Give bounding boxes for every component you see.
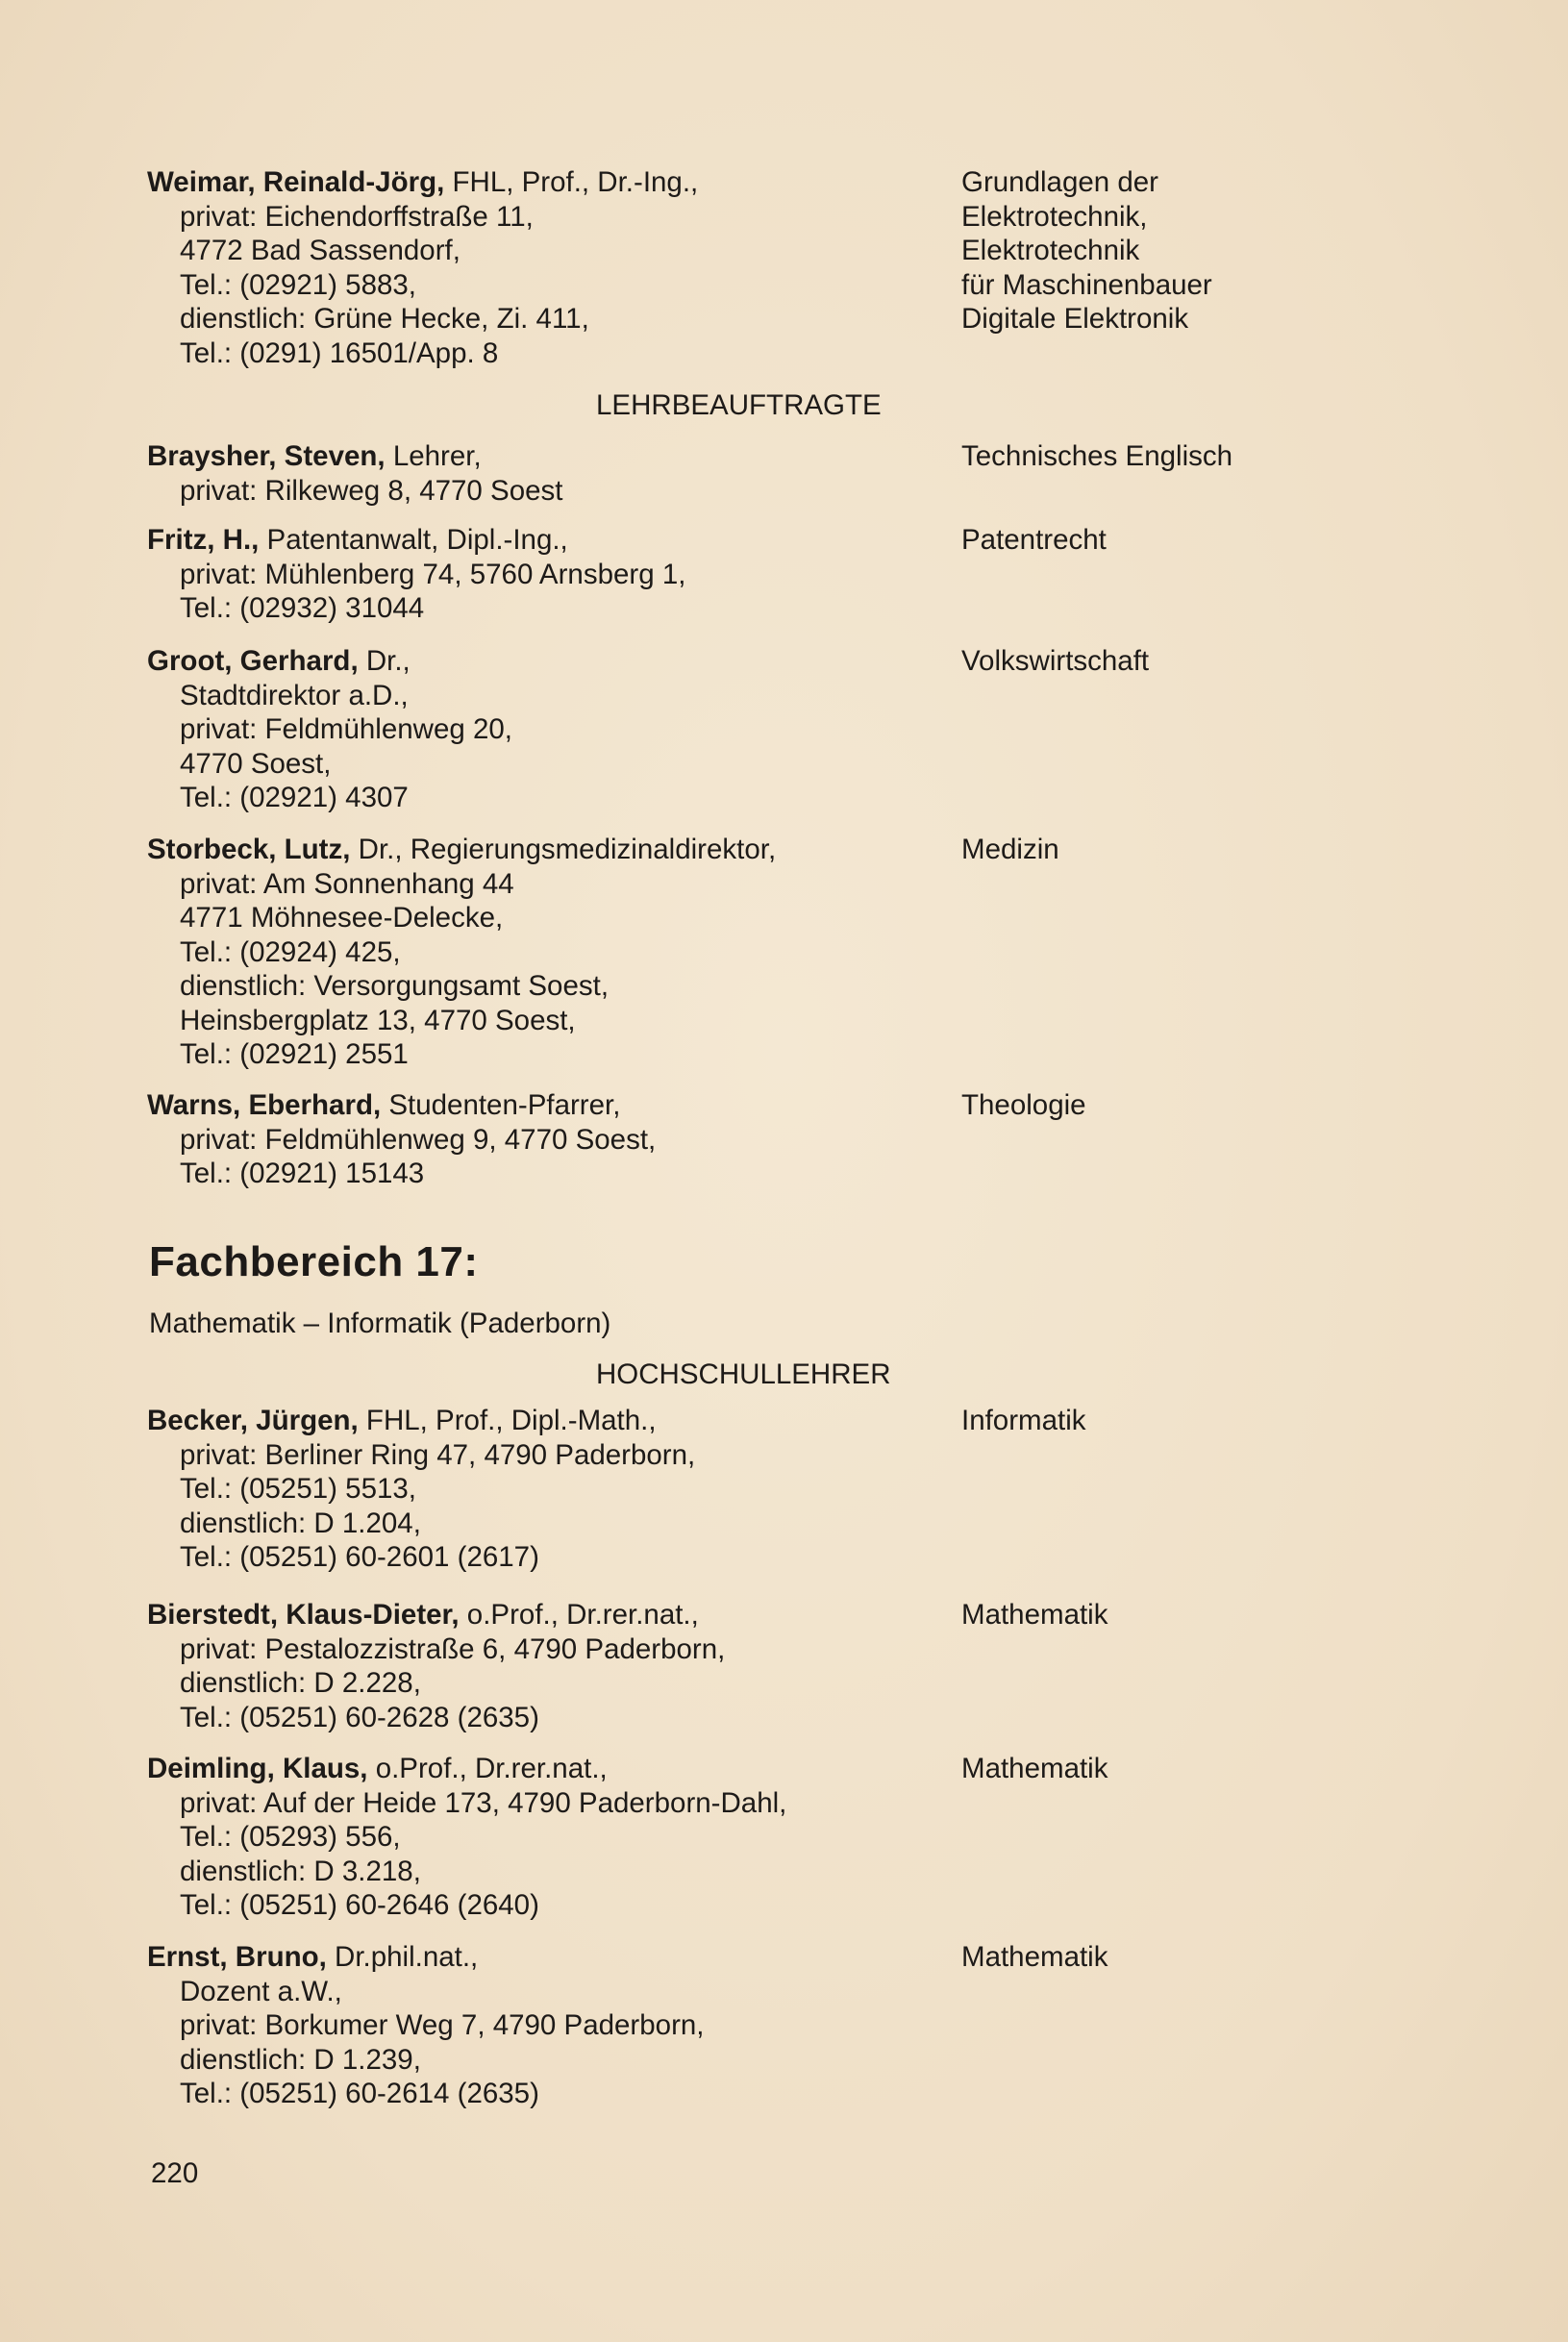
person-entry [147,1088,935,1191]
subject-line: Volkswirtschaft [961,645,1150,677]
person-title: o.Prof., Dr.rer.nat., [459,1599,699,1631]
person-name: Ernst, Bruno, [147,1941,327,1973]
person-detail-line: Tel.: (05251) 60-2601 (2617) [180,1541,539,1573]
person-entry [147,1940,935,2111]
person-name: Weimar, Reinald-Jörg, [147,166,445,198]
person-header-line [147,1940,935,1975]
subject-line: Mathematik [961,1753,1108,1784]
person-detail-line: Tel.: (05251) 60-2614 (2635) [180,2078,539,2109]
subject-line: Medizin [961,834,1059,865]
person-detail-line: privat: Feldmühlenweg 20, [180,713,512,745]
person-header-line [147,1404,935,1438]
page-number: 220 [151,2157,199,2189]
person-detail-line: Heinsbergplatz 13, 4770 Soest, [180,1004,576,1036]
person-header-line [147,1598,935,1632]
person-title: FHL, Prof., Dipl.-Math., [358,1405,657,1436]
person-title: FHL, Prof., Dr.-Ing., [444,166,699,198]
person-detail-line: 4771 Möhnesee-Delecke, [180,902,504,934]
person-name: Braysher, Steven, [147,440,386,472]
person-entry [147,439,935,508]
subject-cell [961,1404,1346,1438]
person-detail-line: Tel.: (02932) 31044 [180,592,425,624]
person-header-line [147,1088,935,1123]
person-detail-line: Tel.: (02921) 15143 [180,1158,425,1189]
subject-line: Grundlagen der [961,166,1159,198]
person-header-line [147,165,935,200]
person-entry [147,644,935,815]
person-detail-line: dienstlich: D 1.204, [180,1507,421,1539]
person-detail-line: Tel.: (0291) 16501/App. 8 [180,336,499,369]
person-title: Patentanwalt, Dipl.-Ing., [259,524,568,556]
subject-cell [961,644,1346,679]
subject-line: Elektrotechnik [961,235,1140,266]
person-title: Dr., [358,645,411,677]
person-detail-line: privat: Feldmühlenweg 9, 4770 Soest, [180,1123,657,1156]
lehrbeauftragte-heading: LEHRBEAUFTRAGTE [596,389,882,421]
subject-line: Technisches Englisch [961,440,1233,472]
subject-cell [961,1598,1346,1632]
subject-line: Theologie [961,1089,1086,1121]
person-detail-line: Tel.: (05293) 556, [180,1821,401,1853]
person-name: Groot, Gerhard, [147,645,359,677]
person-header-line [147,523,935,558]
person-detail-line: Tel.: (02921) 2551 [180,1038,409,1070]
subject-line: Digitale Elektronik [961,303,1189,335]
subject-line: Informatik [961,1405,1086,1436]
fachbereich-subtitle: Mathematik – Informatik (Paderborn) [149,1308,611,1339]
person-name: Fritz, H., [147,524,260,556]
subject-line: für Maschinenbauer [961,268,1212,301]
person-detail-line: Tel.: (05251) 60-2628 (2635) [180,1701,539,1733]
person-name: Storbeck, Lutz, [147,834,351,865]
person-detail-line: dienstlich: D 2.228, [180,1667,421,1699]
person-detail-line: Tel.: (02921) 4307 [180,782,409,813]
person-title: Lehrer, [385,440,482,472]
subject-cell [961,523,1346,558]
person-title: Dr.phil.nat., [326,1941,479,1973]
subject-line: Mathematik [961,1599,1108,1631]
person-name: Becker, Jürgen, [147,1405,359,1436]
person-detail-line: dienstlich: Versorgungsamt Soest, [180,970,610,1002]
person-entry [147,1752,935,1923]
person-detail-line: privat: Berliner Ring 47, 4790 Paderborn, [180,1438,696,1471]
person-header-line [147,833,935,867]
person-detail-line: Tel.: (02924) 425, [180,935,401,968]
person-detail-line: dienstlich: D 1.239, [180,2043,421,2076]
person-detail-line: dienstlich: D 3.218, [180,1855,421,1887]
person-entry [147,523,935,626]
person-detail-line: 4772 Bad Sassendorf, [180,235,460,266]
subject-cell [961,833,1346,867]
person-detail-line: Dozent a.W., [180,1975,342,2007]
person-detail-line: privat: Rilkeweg 8, 4770 Soest [180,474,563,507]
person-detail-line: privat: Pestalozzistraße 6, 4790 Paderborn, [180,1632,726,1665]
person-detail-line: privat: Borkumer Weg 7, 4790 Paderborn, [180,2009,705,2041]
fachbereich-title: Fachbereich 17: [149,1238,479,1285]
person-header-line [147,439,935,474]
person-name: Deimling, Klaus, [147,1753,368,1784]
subject-cell [961,1940,1346,1975]
person-detail-line: privat: Mühlenberg 74, 5760 Arnsberg 1, [180,558,686,590]
person-detail-line: Tel.: (02921) 5883, [180,268,416,301]
subject-cell [961,1088,1346,1123]
person-name: Bierstedt, Klaus-Dieter, [147,1599,460,1631]
person-entry [147,1598,935,1734]
subject-line: Patentrecht [961,524,1107,556]
person-entry [147,1404,935,1575]
person-detail-line: Tel.: (05251) 5513, [180,1473,416,1505]
person-entry [147,165,935,370]
person-title: Dr., Regierungsmedizinaldirektor, [350,834,777,865]
subject-cell [961,165,1346,336]
subject-line: Mathematik [961,1941,1108,1973]
person-detail-line: Stadtdirektor a.D., [180,679,409,711]
person-title: o.Prof., Dr.rer.nat., [367,1753,608,1784]
person-header-line [147,1752,935,1786]
person-detail-line: privat: Auf der Heide 173, 4790 Paderborn-Dahl, [180,1786,787,1819]
subject-cell [961,439,1346,474]
hochschullehrer-heading: HOCHSCHULLEHRER [596,1358,891,1390]
person-detail-line: dienstlich: Grüne Hecke, Zi. 411, [180,303,589,335]
person-detail-line: privat: Am Sonnenhang 44 [180,867,514,900]
person-detail-line: 4770 Soest, [180,747,332,780]
person-header-line [147,644,935,679]
person-detail-line: Tel.: (05251) 60-2646 (2640) [180,1889,539,1921]
person-entry [147,833,935,1072]
person-name: Warns, Eberhard, [147,1089,382,1121]
person-title: Studenten-Pfarrer, [381,1089,621,1121]
person-detail-line: privat: Eichendorffstraße 11, [180,200,534,233]
subject-cell [961,1752,1346,1786]
subject-line: Elektrotechnik, [961,200,1148,233]
